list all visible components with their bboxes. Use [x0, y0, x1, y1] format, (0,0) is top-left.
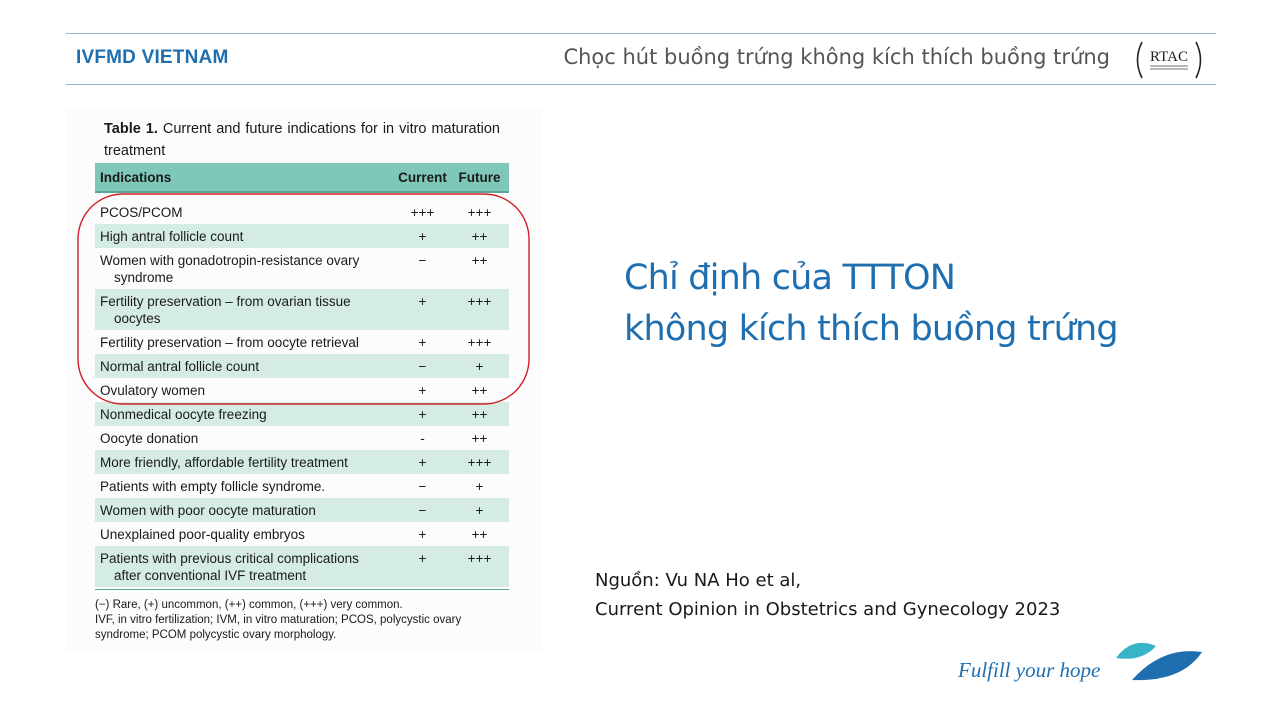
future-cell: +++ [467, 454, 492, 470]
future-cell: ++ [471, 430, 488, 446]
header-top-rule [66, 33, 1216, 34]
table-footnote: (−) Rare, (+) uncommon, (++) common, (+++) very common. [95, 599, 403, 611]
table-row [95, 354, 509, 378]
table-row [95, 474, 509, 498]
indication-text: syndrome [114, 270, 174, 285]
indications-table [95, 163, 509, 590]
table-row [95, 450, 509, 474]
indication-cell [95, 407, 395, 422]
indication-text: More friendly, affordable fertility treatment [100, 454, 348, 470]
indication-cell [95, 550, 395, 584]
table-bottom-rule [95, 589, 509, 590]
indication-cell [95, 527, 395, 542]
future-cell: + [475, 358, 484, 374]
table-caption-text: Current and future indications for in vitro maturation treatment [104, 121, 500, 159]
indication-cell [95, 229, 395, 244]
indication-cell [95, 479, 395, 494]
indication-text: Ovulatory women [100, 382, 206, 398]
main-heading-line-1: Chỉ định của TTTON [624, 258, 956, 298]
table-row [95, 498, 509, 522]
future-cell: ++ [471, 406, 488, 422]
tagline: Fulfill your hope [958, 658, 1101, 682]
main-heading-line-2: không kích thích buồng trứng [624, 309, 1118, 349]
brand-name: IVFMD VIETNAM [76, 47, 229, 68]
current-cell: + [418, 382, 427, 398]
current-cell: + [418, 551, 427, 566]
future-cell: ++ [471, 253, 488, 268]
indication-text: Fertility preservation – from ovarian tissue [100, 294, 351, 309]
column-header-indications: Indications [100, 169, 172, 185]
table-row [95, 224, 509, 248]
table-caption [104, 118, 500, 162]
future-cell: +++ [467, 551, 492, 566]
current-cell: + [418, 406, 427, 422]
indication-text: High antral follicle count [100, 228, 244, 244]
table-body [95, 200, 509, 587]
future-cell: ++ [471, 382, 488, 398]
future-cell: ++ [471, 526, 488, 542]
indication-cell [95, 252, 395, 286]
table-row [95, 426, 509, 450]
table-header-row [95, 163, 509, 193]
indication-text: Women with poor oocyte maturation [100, 502, 316, 518]
indication-text: Oocyte donation [100, 430, 199, 446]
indication-cell [95, 431, 395, 446]
source-citation [595, 566, 1060, 624]
table-row [95, 378, 509, 402]
leaf-logo [1112, 636, 1204, 684]
table-row [95, 402, 509, 426]
indication-cell [95, 383, 395, 398]
indication-text: Patients with empty follicle syndrome. [100, 478, 326, 494]
indication-text: PCOS/PCOM [100, 204, 183, 220]
indication-cell [95, 293, 395, 327]
indication-text: Unexplained poor-quality embryos [100, 526, 305, 542]
future-cell: +++ [467, 294, 492, 309]
table-row [95, 522, 509, 546]
table-row [95, 248, 509, 289]
indication-cell [95, 455, 395, 470]
indication-text: Normal antral follicle count [100, 358, 260, 374]
current-cell: + [418, 334, 427, 350]
current-cell: − [418, 502, 427, 518]
rtac-logo [1132, 38, 1206, 82]
future-cell: ++ [471, 228, 488, 244]
indication-cell [95, 335, 395, 350]
current-cell: − [418, 253, 427, 268]
header-bottom-rule [66, 84, 1216, 85]
table-row [95, 546, 509, 587]
source-line-2: Current Opinion in Obstetrics and Gynecology 2023 [595, 599, 1061, 620]
current-cell: + [418, 454, 427, 470]
future-cell: +++ [467, 204, 492, 220]
table-footnotes [95, 598, 515, 643]
future-cell: +++ [467, 334, 492, 350]
current-cell: − [418, 478, 427, 494]
main-heading [624, 253, 1118, 355]
slide-title: Chọc hút buồng trứng không kích thích buồng trứng [563, 45, 1110, 69]
table-row [95, 289, 509, 330]
current-cell: − [418, 358, 427, 374]
indication-cell [95, 503, 395, 518]
rtac-logo-text: RTAC [1150, 49, 1188, 65]
indication-text: Patients with previous critical complications [100, 551, 359, 566]
indication-text: Fertility preservation – from oocyte retrieval [100, 334, 359, 350]
table-header-spacer [95, 193, 509, 200]
table-row [95, 200, 509, 224]
table-caption-label: Table 1. [104, 121, 158, 137]
current-cell: +++ [410, 204, 435, 220]
current-cell: - [420, 430, 425, 446]
column-header-future: Future [458, 169, 501, 185]
indication-text: Nonmedical oocyte freezing [100, 406, 267, 422]
indication-text: oocytes [114, 311, 161, 326]
source-line-1: Nguồn: Vu NA Ho et al, [595, 570, 802, 591]
current-cell: + [418, 228, 427, 244]
future-cell: + [475, 502, 484, 518]
column-header-current: Current [398, 169, 447, 185]
table-footnote: IVF, in vitro fertilization; IVM, in vitro maturation; PCOS, polycystic ovary syndrome; PCOM polycystic ovary morphology. [95, 614, 462, 641]
table-row [95, 330, 509, 354]
indication-text: Women with gonadotropin-resistance ovary [100, 253, 360, 268]
indication-cell [95, 205, 395, 220]
current-cell: + [418, 526, 427, 542]
current-cell: + [418, 294, 427, 309]
future-cell: + [475, 478, 484, 494]
indication-text: after conventional IVF treatment [114, 568, 307, 583]
indication-cell [95, 359, 395, 374]
